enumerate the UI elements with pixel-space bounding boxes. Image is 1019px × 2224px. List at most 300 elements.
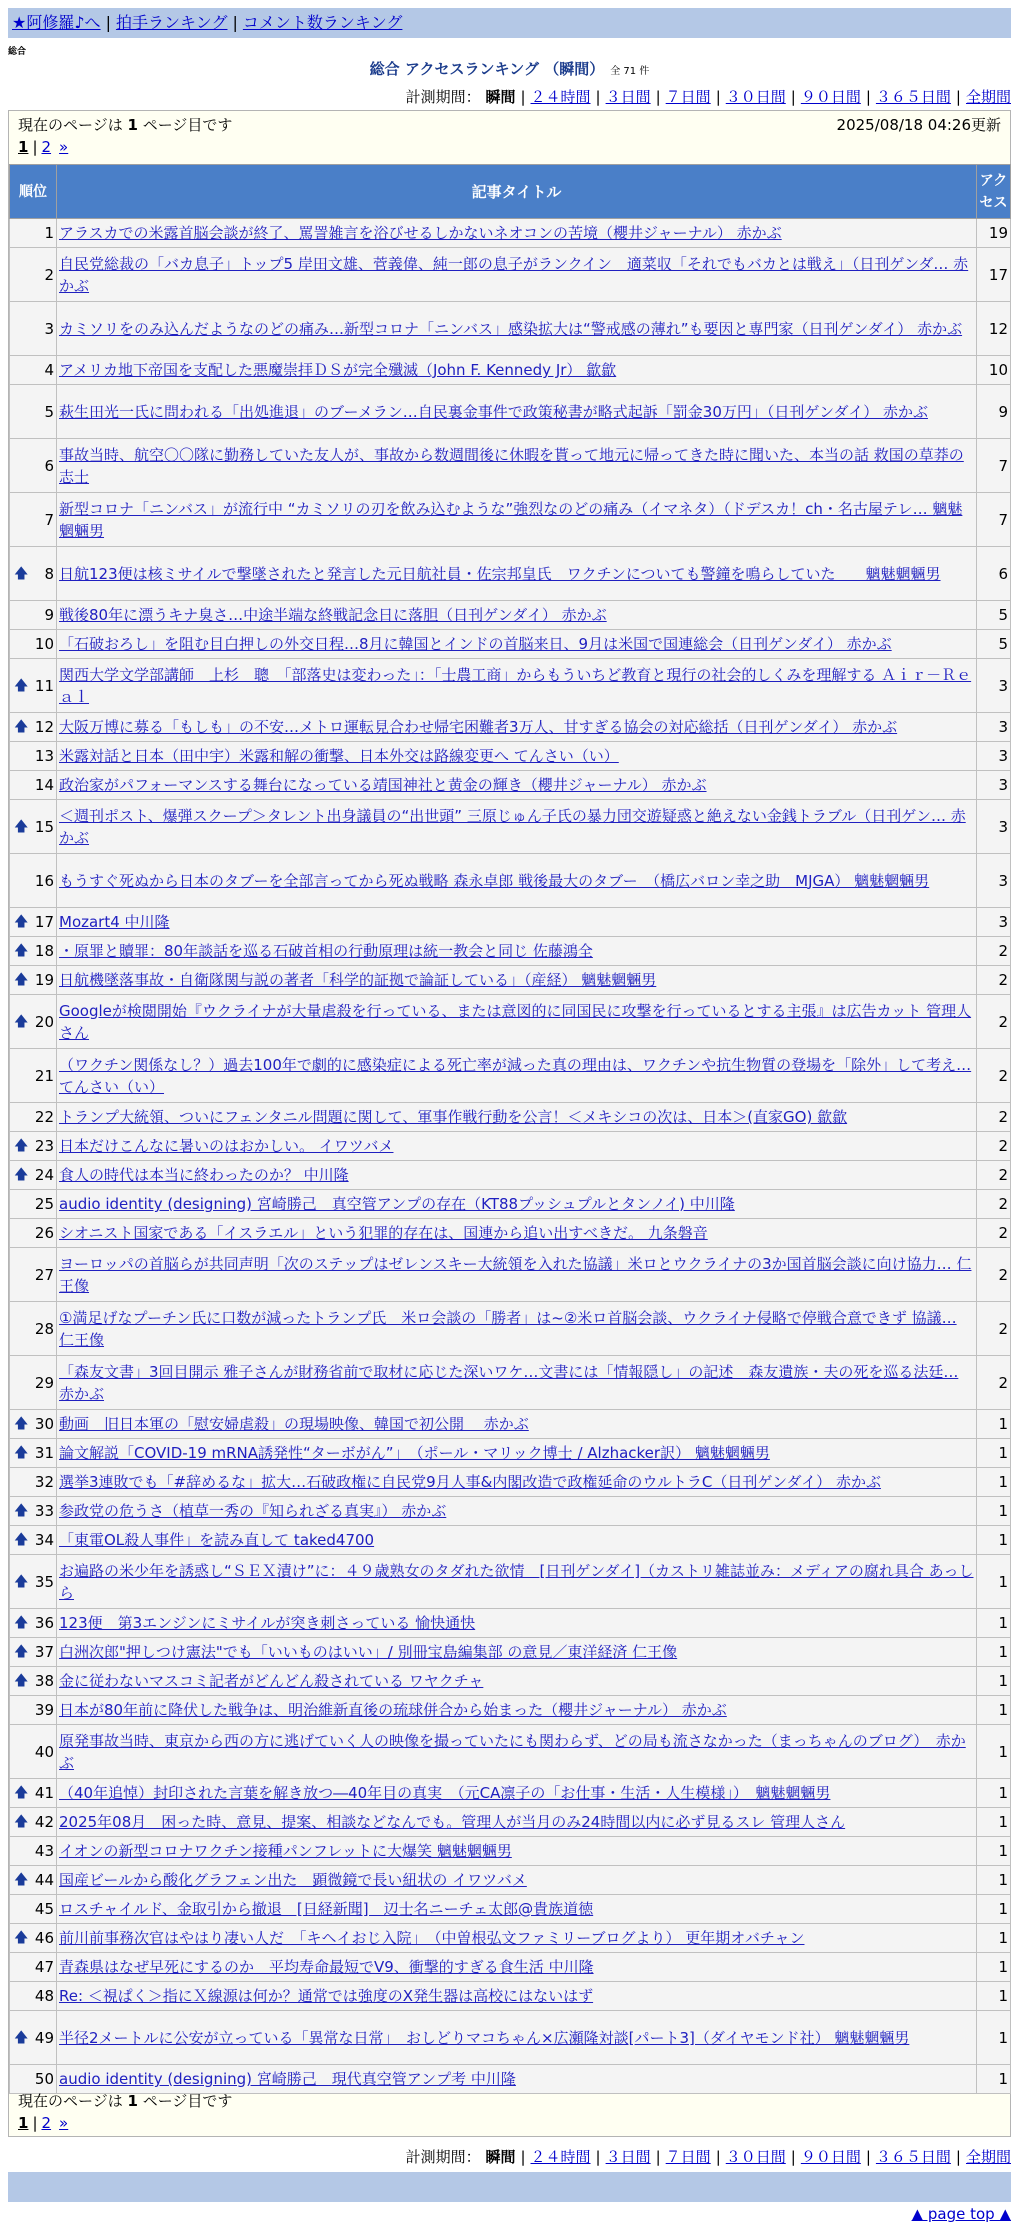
table-header-row [10, 165, 1011, 219]
access-count: 1 [977, 1638, 1011, 1667]
rank-up-arrow-icon: 🡅 [14, 1138, 29, 1154]
article-title-link[interactable]: 青森県はなぜ早死にするのか 平均寿命最短でV9、衝撃的すぎる食生活 中川隆 [59, 1958, 594, 1976]
rank-number: 16 [34, 871, 54, 890]
pager-next[interactable]: » [59, 2114, 69, 2132]
rank-cell [10, 1103, 57, 1132]
title-cell [57, 995, 977, 1049]
title-cell [57, 1132, 977, 1161]
title-cell [57, 493, 977, 547]
access-count: 2 [977, 1049, 1011, 1103]
title-cell [57, 1609, 977, 1638]
table-row [10, 937, 1011, 966]
rank-number: 8 [44, 564, 54, 583]
pager-top: 1 | 2 » [18, 138, 69, 156]
table-row [10, 1953, 1011, 1982]
rank-cell [10, 659, 57, 713]
rank-cell [10, 1866, 57, 1895]
table-row [10, 1468, 1011, 1497]
period-label: 計測期間： [405, 2148, 481, 2166]
rank-up-arrow-icon: 🡅 [14, 565, 29, 582]
article-title-link[interactable]: アラスカでの米露首脳会談が終了、罵詈雑言を浴びせるしかないネオコンの苦境（櫻井ジャーナル） 赤かぶ [59, 224, 782, 242]
rank-number: 4 [44, 361, 54, 379]
rank-cell [10, 439, 57, 493]
rank-number: 9 [44, 606, 54, 624]
access-count: 1 [977, 1497, 1011, 1526]
access-count: 1 [977, 1837, 1011, 1866]
access-count: 1 [977, 1982, 1011, 2011]
table-row [10, 995, 1011, 1049]
table-row [10, 966, 1011, 995]
rank-number: 49 [34, 2028, 54, 2047]
access-count: 2 [977, 995, 1011, 1049]
rank-cell [10, 356, 57, 385]
table-row [10, 1439, 1011, 1468]
rank-number: 19 [34, 971, 54, 989]
table-row [10, 1049, 1011, 1103]
rank-cell [10, 1302, 57, 1356]
article-title-link[interactable]: 動画 旧日本軍の「慰安婦虐殺」の現場映像、韓国で初公開 赤かぶ [59, 1415, 529, 1433]
title-cell [57, 248, 977, 302]
table-row [10, 1103, 1011, 1132]
period-link-24h[interactable]: ２４時間 [530, 88, 591, 106]
rank-up-arrow-icon: 🡅 [14, 1644, 29, 1660]
pager-page-2[interactable]: 2 [41, 2114, 52, 2132]
title-cell [57, 937, 977, 966]
table-row [10, 1248, 1011, 1302]
table-row [10, 1526, 1011, 1555]
access-count: 1 [977, 1895, 1011, 1924]
article-title-link[interactable]: 政治家がパフォーマンスする舞台になっている靖国神社と黄金の輝き（櫻井ジャーナル） 赤かぶ [59, 776, 707, 794]
rank-number: 23 [34, 1137, 54, 1155]
title-cell [57, 1103, 977, 1132]
rank-cell [10, 248, 57, 302]
page-info-bottom: 現在のページは 1 ページ目です [18, 2092, 233, 2110]
article-title-link[interactable]: 「森友文書」3回目開示 雅子さんが財務省前で取材に応じた深いワケ…文書には「情報隠し」の記述 森友遺族・夫の死を巡る法廷… 赤かぶ [59, 1362, 959, 1403]
article-title-link[interactable]: 「石破おろし」を阻む目白押しの外交日程…8月に韓国とインドの首脳来日、9月は米国で国連総会（日刊ゲンダイ） 赤かぶ [59, 635, 892, 653]
title-cell [57, 1667, 977, 1696]
article-title-link[interactable]: ＜週刊ポスト、爆弾スクープ＞タレント出身議員の“出世頭” 三原じゅん子氏の暴力団交遊疑惑と絶えない金銭トラブル（日刊ゲン… 赤かぶ [59, 806, 966, 847]
table-row [10, 248, 1011, 302]
access-count: 2 [977, 1161, 1011, 1190]
pager-page-2[interactable]: 2 [41, 138, 52, 156]
article-title-link[interactable]: カミソリをのみ込んだようなのどの痛み…新型コロナ「ニンバス」感染拡大は“警戒感の薄れ”も要因と専門家（日刊ゲンダイ） 赤かぶ [59, 319, 963, 338]
access-count: 3 [977, 771, 1011, 800]
access-count: 5 [977, 601, 1011, 630]
table-row [10, 1779, 1011, 1808]
article-title-link[interactable]: 萩生田光一氏に問われる「出処進退」のブーメラン…自民裏金事件で政策秘書が略式起訴「罰金30万円」（日刊ゲンダイ） 赤かぶ [59, 402, 928, 421]
rank-cell [10, 1982, 57, 2011]
clap-ranking-link[interactable]: 拍手ランキング [115, 13, 228, 32]
period-link-all[interactable]: 全期間 [965, 2148, 1011, 2166]
title-cell [57, 385, 977, 439]
table-row [10, 302, 1011, 356]
rank-up-arrow-icon: 🡅 [14, 1445, 29, 1461]
article-title-link[interactable]: お遍路の米少年を誘惑し“ＳＥＸ漬け”に：４９歳熟女のタダれた欲情 [日刊ゲンダイ]（カストリ雑誌並み：メディアの腐れ具合 あっしら [59, 1561, 974, 1602]
rank-cell [10, 800, 57, 854]
access-count: 3 [977, 800, 1011, 854]
access-count: 1 [977, 1609, 1011, 1638]
title-cell [57, 771, 977, 800]
rank-number: 14 [34, 776, 54, 794]
title-cell [57, 1410, 977, 1439]
rank-number: 44 [34, 1871, 54, 1889]
title-cell [57, 1302, 977, 1356]
article-title-link[interactable]: audio identity (designing) 宮崎勝己 現代真空管アンプ考 中川隆 [59, 2070, 516, 2088]
bottom-bar [8, 2172, 1011, 2202]
article-title-link[interactable]: 食人の時代は本当に終わったのか？ 中川隆 [59, 1166, 349, 1184]
article-title-link[interactable]: 金に従わないマスコミ記者がどんどん殺されている ワヤクチャ [59, 1672, 484, 1690]
rank-up-arrow-icon: 🡅 [14, 1416, 29, 1432]
rank-cell [10, 742, 57, 771]
period-link-3d[interactable]: ３日間 [605, 88, 651, 106]
rank-cell [10, 1190, 57, 1219]
rank-number: 32 [34, 1473, 54, 1491]
article-title-link[interactable]: 2025年08月 困った時、意見、提案、相談などなんでも。管理人が当月のみ24時間以内に必ず見るスレ 管理人さん [59, 1813, 846, 1831]
page-title: 総合 アクセスランキング （瞬間） [369, 60, 605, 78]
period-link-7d[interactable]: ７日間 [665, 2148, 711, 2166]
rank-up-arrow-icon: 🡅 [14, 1167, 29, 1183]
table-row [10, 1497, 1011, 1526]
pager-current: 1 [18, 2114, 29, 2132]
title-cell [57, 1982, 977, 2011]
title-cell [57, 439, 977, 493]
table-row [10, 1132, 1011, 1161]
period-link-3d[interactable]: ３日間 [605, 2148, 651, 2166]
article-title-link[interactable]: 事故当時、航空〇〇隊に勤務していた友人が、事故から数週間後に休暇を貰って地元に帰ってきた時に聞いた、本当の話 救国の草莽の志士 [59, 445, 964, 486]
rank-cell [10, 601, 57, 630]
article-title-link[interactable]: 新型コロナ「ニンバス」が流行中 “カミソリの刃を飲み込むような”強烈なのどの痛み（イマネタ）（ドデスカ！ch・名古屋テレ… 魑魅魍魎男 [59, 499, 963, 540]
access-count: 17 [977, 248, 1011, 302]
rank-number: 13 [34, 747, 54, 765]
article-title-link[interactable]: Googleが検閲開始『ウクライナが大量虐殺を行っている、または意図的に同国民に攻撃を行っているとする主張』は広告カット 管理人さん [59, 1001, 972, 1042]
header-access: アクセス [977, 165, 1011, 219]
article-title-link[interactable]: 国産ビールから酸化グラフェン出た 顕微鏡で長い紐状の イワツバメ [59, 1871, 527, 1889]
title-cell [57, 1555, 977, 1609]
article-title-link[interactable]: 日本だけこんなに暑いのはおかしい。 イワツバメ [59, 1137, 394, 1155]
article-title-link[interactable]: 日本が80年前に降伏した戦争は、明治維新直後の琉球併合から始まった（櫻井ジャーナル） 赤かぶ [59, 1701, 727, 1719]
article-title-link[interactable]: イオンの新型コロナワクチン接種パンフレットに大爆笑 魑魅魍魎男 [59, 1842, 512, 1860]
article-title-link[interactable]: シオニスト国家である「イスラエル」という犯罪的存在は、国連から追い出すべきだ。 九条磐音 [59, 1224, 708, 1242]
title-cell [57, 742, 977, 771]
period-link-all[interactable]: 全期間 [965, 88, 1011, 106]
title-cell [57, 1219, 977, 1248]
rank-up-arrow-icon: 🡅 [14, 1503, 29, 1519]
rank-up-arrow-icon: 🡅 [14, 1532, 29, 1548]
title-cell [57, 966, 977, 995]
rank-up-arrow-icon: 🡅 [14, 1013, 29, 1030]
title-cell [57, 800, 977, 854]
table-row [10, 1638, 1011, 1667]
access-count: 2 [977, 1356, 1011, 1410]
title-cell [57, 630, 977, 659]
access-count: 1 [977, 1696, 1011, 1725]
access-count: 3 [977, 908, 1011, 937]
table-row [10, 1837, 1011, 1866]
table-row [10, 356, 1011, 385]
page-heading [0, 58, 1019, 79]
title-cell [57, 1356, 977, 1410]
period-link-24h[interactable]: ２４時間 [530, 2148, 591, 2166]
rank-number: 24 [34, 1166, 54, 1184]
rank-number: 34 [34, 1531, 54, 1549]
access-count: 2 [977, 1103, 1011, 1132]
period-link-90d[interactable]: ９０日間 [800, 88, 861, 106]
nav-separator: | [232, 13, 238, 32]
title-cell [57, 1161, 977, 1190]
period-link-365d[interactable]: ３６５日間 [875, 2148, 951, 2166]
access-count: 1 [977, 1808, 1011, 1837]
rank-up-arrow-icon: 🡅 [14, 677, 29, 694]
rank-number: 5 [44, 402, 54, 421]
article-title-link[interactable]: ①満足げなプーチン氏に口数が減ったトランプ氏 米ロ会談の「勝者」は~②米ロ首脳会談、ウクライナ侵略で停戦合意できず 協議… 仁王像 [59, 1308, 957, 1349]
access-count: 1 [977, 1468, 1011, 1497]
table-row [10, 547, 1011, 601]
table-row [10, 1555, 1011, 1609]
rank-cell [10, 630, 57, 659]
rank-number: 42 [34, 1813, 54, 1831]
rank-number: 37 [34, 1643, 54, 1661]
header-rank: 順位 [10, 165, 57, 219]
rank-cell [10, 1356, 57, 1410]
rank-cell [10, 995, 57, 1049]
rank-cell [10, 1248, 57, 1302]
article-title-link[interactable]: もうすぐ死ぬから日本のタブーを全部言ってから死ぬ戦略 森永卓郎 戦後最大のタブー （橋広バロン幸之助 MJGA） 魑魅魍魎男 [59, 871, 930, 890]
rank-number: 11 [34, 676, 54, 695]
table-row [10, 219, 1011, 248]
article-title-link[interactable]: 日航機墜落事故・自衛隊関与説の著者「科学的証拠で論証している」（産経） 魑魅魍魎男 [59, 971, 657, 989]
header-title: 記事タイトル [57, 165, 977, 219]
article-title-link[interactable]: 原発事故当時、東京から西の方に逃げていく人の映像を撮っていたにも関わらず、どの局も流さなかった（まっちゃんのブログ） 赤かぶ [59, 1731, 966, 1772]
rank-up-arrow-icon: 🡅 [14, 2029, 29, 2046]
rank-up-arrow-icon: 🡅 [14, 943, 29, 959]
updated-timestamp: 2025/08/18 04:26更新 [836, 116, 1001, 134]
rank-up-arrow-icon: 🡅 [14, 719, 29, 735]
access-count: 9 [977, 385, 1011, 439]
table-row [10, 1302, 1011, 1356]
article-title-link[interactable]: 「東電OL殺人事件」を読み直して taked4700 [59, 1531, 375, 1549]
period-link-90d[interactable]: ９０日間 [800, 2148, 861, 2166]
ranking-table [9, 164, 1011, 2094]
rank-cell [10, 302, 57, 356]
page-top-link[interactable]: ▲ page top ▲ [911, 2205, 1011, 2223]
access-count: 1 [977, 1725, 1011, 1779]
rank-up-arrow-icon: 🡅 [14, 972, 29, 988]
access-count: 1 [977, 1555, 1011, 1609]
article-title-link[interactable]: トランプ大統領、ついにフェンタニル問題に関して、軍事作戦行動を公言！＜メキシコの次は、日本＞(直家GO) 歙歙 [59, 1108, 848, 1126]
access-count: 1 [977, 1779, 1011, 1808]
rank-number: 40 [34, 1742, 54, 1761]
title-cell [57, 1248, 977, 1302]
table-row [10, 1924, 1011, 1953]
table-row [10, 1982, 1011, 2011]
access-count: 3 [977, 713, 1011, 742]
table-row [10, 1667, 1011, 1696]
period-link-365d[interactable]: ３６５日間 [875, 88, 951, 106]
rank-number: 41 [34, 1784, 54, 1802]
article-title-link[interactable]: （40年追悼）封印された言葉を解き放つ―40年目の真実 （元CA凛子の「お仕事・生活・人生模様」） 魑魅魍魎男 [59, 1784, 831, 1802]
article-title-link[interactable]: 戦後80年に漂うキナ臭さ…中途半端な終戦記念日に落胆（日刊ゲンダイ） 赤かぶ [59, 606, 607, 624]
title-cell [57, 601, 977, 630]
page-info-top: 現在のページは 1 ページ目です [18, 116, 233, 134]
table-row [10, 713, 1011, 742]
title-cell [57, 1866, 977, 1895]
article-title-link[interactable]: 自民党総裁の「バカ息子」トップ5 岸田文雄、菅義偉、純一郎の息子がランクイン 適菜収「それでもバカとは戦え」（日刊ゲンダ… 赤かぶ [59, 254, 969, 295]
article-title-link[interactable]: （ワクチン関係なし？）過去100年で劇的に感染症による死亡率が減った真の理由は、ワクチンや抗生物質の登場を「除外」して考え… てんさい（い） [59, 1055, 972, 1096]
period-link-30d[interactable]: ３０日間 [725, 2148, 786, 2166]
article-title-link[interactable]: 半径2メートルに公安が立っている「異常な日常」 おしどりマコちゃん×広瀬隆対談[パート3]（ダイヤモンド社） 魑魅魍魎男 [59, 2028, 910, 2047]
access-count: 1 [977, 1924, 1011, 1953]
rank-number: 21 [34, 1066, 54, 1085]
rank-up-arrow-icon: 🡅 [14, 1673, 29, 1689]
rank-number: 15 [34, 817, 54, 836]
rank-up-arrow-icon: 🡅 [14, 1785, 29, 1801]
article-title-link[interactable]: 白洲次郎"押しつけ憲法"でも「いいものはいい」/ 別冊宝島編集部 の意見／東洋経済 仁王像 [59, 1643, 678, 1661]
article-title-link[interactable]: 米露対話と日本（田中宇）米露和解の衝撃、日本外交は路線変更へ てんさい（い） [59, 747, 619, 765]
article-title-link[interactable]: 123便 第3エンジンにミサイルが突き刺さっている 愉快通快 [59, 1614, 476, 1632]
table-row [10, 1696, 1011, 1725]
period-link-7d[interactable]: ７日間 [665, 88, 711, 106]
page-top-link-wrap [912, 2205, 1011, 2223]
top-nav-bar [8, 8, 1011, 38]
rank-number: 27 [34, 1265, 54, 1284]
rank-up-arrow-icon: 🡅 [14, 1615, 29, 1631]
rank-up-arrow-icon: 🡅 [14, 1930, 29, 1946]
rank-cell [10, 1526, 57, 1555]
table-row [10, 854, 1011, 908]
rank-number: 25 [34, 1195, 54, 1213]
rank-cell [10, 493, 57, 547]
table-row [10, 493, 1011, 547]
article-title-link[interactable]: アメリカ地下帝国を支配した悪魔崇拝ＤＳが完全殲滅（John F. Kennedy Jr） 歙歙 [59, 361, 617, 379]
rank-cell [10, 1924, 57, 1953]
title-cell [57, 659, 977, 713]
access-count: 10 [977, 356, 1011, 385]
article-title-link[interactable]: Mozart4 中川隆 [59, 913, 170, 931]
rank-number: 47 [34, 1958, 54, 1976]
rank-cell [10, 1638, 57, 1667]
table-row [10, 1895, 1011, 1924]
title-cell [57, 1808, 977, 1837]
rank-up-arrow-icon: 🡅 [14, 818, 29, 835]
title-cell [57, 302, 977, 356]
access-count: 2 [977, 1132, 1011, 1161]
rank-cell [10, 1808, 57, 1837]
access-count: 5 [977, 630, 1011, 659]
rank-cell [10, 1497, 57, 1526]
pager-current: 1 [18, 138, 29, 156]
rank-cell [10, 2011, 57, 2065]
rank-cell [10, 1049, 57, 1103]
rank-number: 35 [34, 1572, 54, 1591]
rank-up-arrow-icon: 🡅 [14, 914, 29, 930]
rank-number: 17 [34, 913, 54, 931]
period-link-30d[interactable]: ３０日間 [725, 88, 786, 106]
rank-number: 50 [34, 2070, 54, 2088]
table-row [10, 1219, 1011, 1248]
pager-next[interactable]: » [59, 138, 69, 156]
rank-number: 33 [34, 1502, 54, 1520]
article-title-link[interactable]: ロスチャイルド、金取引から撤退 [日経新聞] 辺士名ニーチェ太郎@貴族道徳 [59, 1900, 594, 1918]
title-cell [57, 1895, 977, 1924]
period-current: 瞬間 [485, 2148, 516, 2166]
access-count: 1 [977, 2011, 1011, 2065]
table-row [10, 908, 1011, 937]
rank-number: 22 [34, 1108, 54, 1126]
rank-number: 36 [34, 1614, 54, 1632]
article-title-link[interactable]: ・原罪と贖罪：80年談話を巡る石破首相の行動原理は統一教会と同じ 佐藤鴻全 [59, 942, 593, 960]
article-title-link[interactable]: ヨーロッパの首脳らが共同声明「次のステップはゼレンスキー大統領を入れた協議」米ロとウクライナの3か国首脳会談に向け協力… 仁王像 [59, 1254, 972, 1295]
article-title-link[interactable]: audio identity (designing) 宮崎勝己 真空管アンプの存在（KT88プッシュプルとタンノイ) 中川隆 [59, 1195, 735, 1213]
access-count: 19 [977, 219, 1011, 248]
title-cell [57, 547, 977, 601]
title-cell [57, 1638, 977, 1667]
rank-number: 29 [34, 1373, 54, 1392]
title-cell [57, 1468, 977, 1497]
rank-cell [10, 713, 57, 742]
title-cell [57, 1696, 977, 1725]
article-title-link[interactable]: 前川前事務次官はやはり凄い人だ 「キヘイおじ入院」 （中曽根弘文ファミリーブログより） 更年期オバチャン [59, 1929, 805, 1947]
access-count: 2 [977, 1248, 1011, 1302]
table-row [10, 1190, 1011, 1219]
article-title-link[interactable]: 論文解説「COVID-19 mRNA誘発性“ターボがん”」 （ポール・マリック博士 / Alzhacker訳） 魑魅魍魎男 [59, 1444, 770, 1462]
home-link[interactable]: ★阿修羅♪へ [12, 13, 101, 32]
article-title-link[interactable]: 参政党の危うさ（植草一秀の『知られざる真実』） 赤かぶ [59, 1502, 447, 1520]
comment-ranking-link[interactable]: コメント数ランキング [242, 13, 403, 32]
title-cell [57, 1837, 977, 1866]
access-count: 6 [977, 547, 1011, 601]
rank-cell [10, 1725, 57, 1779]
period-selector-bottom: 計測期間： 瞬間 | ２４時間 | ３日間 | ７日間 | ３０日間 | ９０日間 | ３６５日間 | 全期間 [405, 2148, 1011, 2166]
article-title-link[interactable]: Re: ＜視ぱく＞指にＸ線源は何か？通常では強度のX発生器は高校にはないはず [59, 1987, 594, 2005]
rank-number: 43 [34, 1842, 54, 1860]
table-row [10, 742, 1011, 771]
title-cell [57, 1953, 977, 1982]
title-cell [57, 1497, 977, 1526]
table-row [10, 630, 1011, 659]
rank-number: 31 [34, 1444, 54, 1462]
title-cell [57, 356, 977, 385]
title-cell [57, 713, 977, 742]
rank-number: 46 [34, 1929, 54, 1947]
access-count: 2 [977, 937, 1011, 966]
access-count: 1 [977, 2065, 1011, 2094]
article-title-link[interactable]: 関西大学文学部講師 上杉 聰 「部落史は変わった」：「士農工商」からもういちど教育と現行の社会的しくみを理解する Ａｉｒ－Ｒｅａｌ [59, 665, 972, 706]
category-label: 総合 [8, 47, 27, 57]
title-cell [57, 1526, 977, 1555]
rank-cell [10, 1555, 57, 1609]
rank-cell [10, 1468, 57, 1497]
access-count: 3 [977, 854, 1011, 908]
rank-cell [10, 385, 57, 439]
table-row [10, 1808, 1011, 1837]
access-count: 7 [977, 493, 1011, 547]
access-count: 12 [977, 302, 1011, 356]
rank-cell [10, 908, 57, 937]
article-title-link[interactable]: 大阪万博に募る「もしも」の不安…メトロ運転見合わせ帰宅困難者3万人、甘すぎる協会の対応総括（日刊ゲンダイ） 赤かぶ [59, 718, 898, 736]
rank-cell [10, 771, 57, 800]
rank-number: 30 [34, 1415, 54, 1433]
rank-cell [10, 1837, 57, 1866]
rank-cell [10, 219, 57, 248]
access-count: 3 [977, 742, 1011, 771]
table-row [10, 601, 1011, 630]
table-row [10, 2011, 1011, 2065]
article-title-link[interactable]: 選挙3連敗でも「#辞めるな」拡大…石破政権に自民党9月人事&内閣改造で政権延命のウルトラC（日刊ゲンダイ） 赤かぶ [59, 1473, 881, 1491]
title-cell [57, 2011, 977, 2065]
title-cell [57, 219, 977, 248]
rank-cell [10, 1132, 57, 1161]
article-title-link[interactable]: 日航123便は核ミサイルで撃墜されたと発言した元日航社員・佐宗邦皇氏 ワクチンについても警鐘を鳴らしていた 魑魅魍魎男 [59, 564, 941, 583]
